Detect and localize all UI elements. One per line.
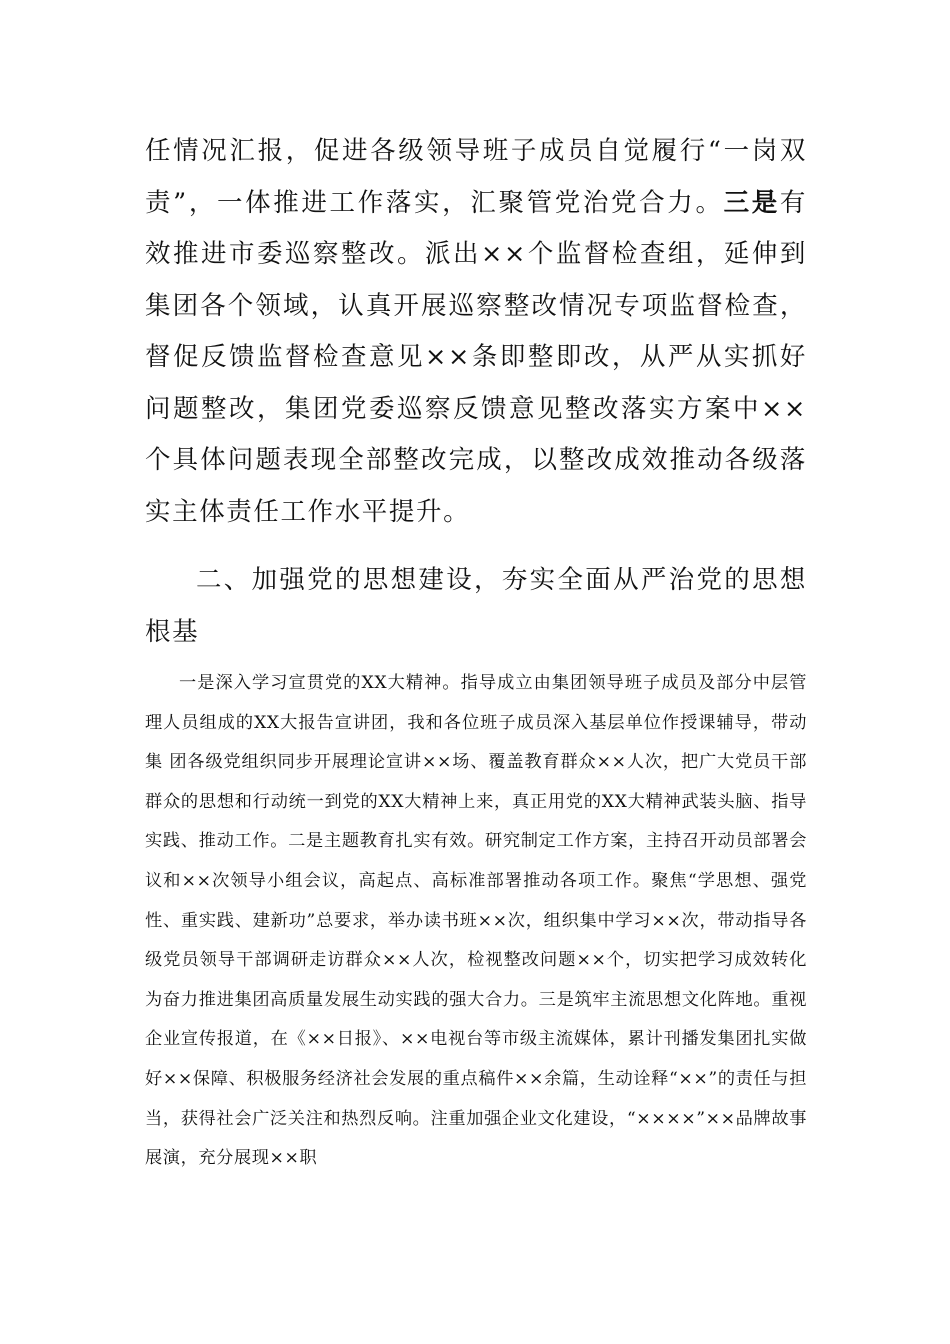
paragraph-rectification xyxy=(145,126,807,538)
paragraph-ideology: 一是深入学习宣贯党的XX大精神。指导成立由集团领导班子成员及部分中层管理人员组成的XX大报告宣讲团，我和各位班子成员深入基层单位作授课辅导，带动集 团各级党组织同步开展理论宣讲××场、覆盖教育群众××人次，把广大党员干部群众的思想和行动统一到党的XX大精神上来，真正用党的XX大精神武装头脑、指导实践、推动工作。二是主题教育扎实有效。研究制定工作方案，主持召开动员部署会议和××次领导小组会议，高起点、高标准部署推动各项工作。聚焦“学思想、强党性、重实践、建新功”总要求，举办读书班××次，组织集中学习××次，带动指导各级党员领导干部调研走访群众××人次，检视整改问题××个，切实把学习成效转化为奋力推进集团高质量发展生动实践的强大合力。三是筑牢主流思想文化阵地。重视企业宣传报道，在《××日报》、××电视台等市级主流媒体，累计刊播发集团扎实做好××保障、积极服务经济社会发展的重点稿件××余篇，生动诠释“××”的责任与担当，获得社会广泛关注和热烈反响。注重加强企业文化建设，“××××”××品牌故事展演，充分展现××职 xyxy=(145,673,807,1169)
section-heading-2: 二、加强党的思想建设，夯实全面从严治党的思想根基 xyxy=(145,565,807,647)
bold-lead-sanshi: 三是 xyxy=(723,187,780,218)
document-body xyxy=(145,126,807,1179)
paragraph-rectification-text-a: 任情况汇报，促进各级领导班子成员自觉履行“一岗双责”，一体推进工作落实，汇聚管党治党合力。 xyxy=(145,136,807,218)
paragraph-rectification-text-b: 有效推进市委巡察整改。派出××个监督检查组，延伸到集团各个领域，认真开展巡察整改情况专项监督检查，督促反馈监督检查意见××条即整即改，从严从实抓好问题整改，集团党委巡察反馈意见整改落实方案中××个具体问题表现全部整改完成，以整改成效推动各级落实主体责任工作水平提升。 xyxy=(145,187,807,527)
